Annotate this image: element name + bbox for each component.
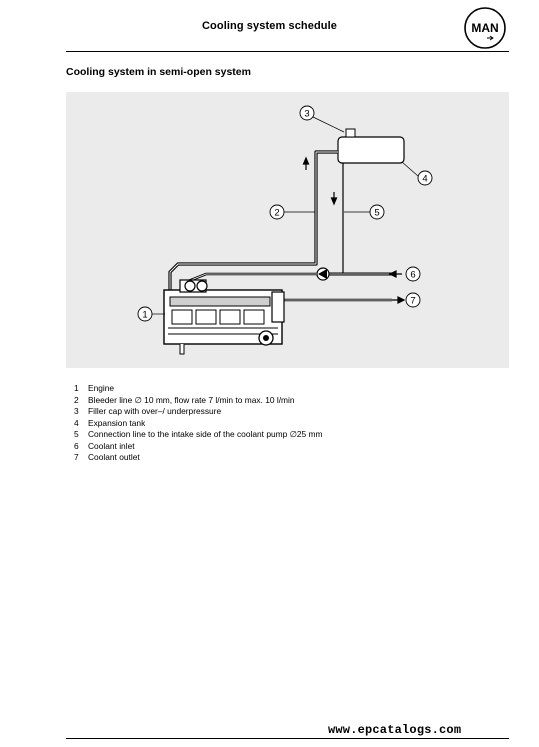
legend-number: 4 [74,417,79,428]
legend-item [74,383,323,395]
inlet-arrow-icon [390,271,402,277]
cooling-diagram [66,92,509,368]
cooling-diagram-svg [66,92,509,368]
legend-text: Engine [88,383,115,393]
callout-6 [406,267,420,281]
legend-number: 5 [74,429,79,439]
header-rule [66,51,509,52]
legend-item [74,418,323,430]
engine-drawing [164,280,284,354]
flow-arrow-up-icon [304,158,309,170]
page-header-title: Cooling system schedule [202,20,337,32]
legend-text: Connection line to the intake side of the coolant pump ∅25 mm [88,429,323,439]
callout-4 [402,162,432,185]
legend-number: 2 [74,394,79,405]
legend-item [74,395,323,407]
legend-item [74,441,323,453]
legend-number: 1 [74,383,79,393]
bleeder-line [170,152,338,290]
svg-text:4: 4 [422,173,428,185]
legend-number: 3 [74,406,79,416]
footer-rule [66,738,509,739]
legend-list [74,383,323,464]
legend-text: Coolant outlet [88,452,140,462]
footer-url[interactable]: www.epcatalogs.com [328,723,462,737]
svg-text:5: 5 [374,207,380,219]
legend-text: Filler cap with over–/ underpressure [88,406,222,416]
flow-arrow-down-icon [332,192,337,204]
callout-2 [270,205,315,219]
svg-text:6: 6 [410,269,416,281]
outlet-arrow-icon [392,297,404,303]
logo-text: MAN [471,21,499,35]
legend-item [74,429,323,441]
legend-number: 6 [74,440,79,451]
legend-text: Bleeder line ∅ 10 mm, flow rate 7 l/min to max. 10 l/min [88,394,295,405]
legend-text: Coolant inlet [88,440,135,451]
section-title: Cooling system in semi-open system [66,66,251,78]
callout-1 [138,307,165,321]
expansion-tank [338,129,404,163]
svg-text:3: 3 [304,108,310,120]
callout-7 [406,293,420,307]
callout-3 [300,106,344,132]
legend-number: 7 [74,452,79,462]
svg-text:2: 2 [274,207,280,219]
legend-text: Expansion tank [88,417,146,428]
legend-item [74,452,323,464]
callout-5 [344,205,384,219]
svg-text:7: 7 [410,295,416,307]
man-logo [460,6,510,50]
legend-item [74,406,323,418]
svg-text:1: 1 [142,309,148,321]
